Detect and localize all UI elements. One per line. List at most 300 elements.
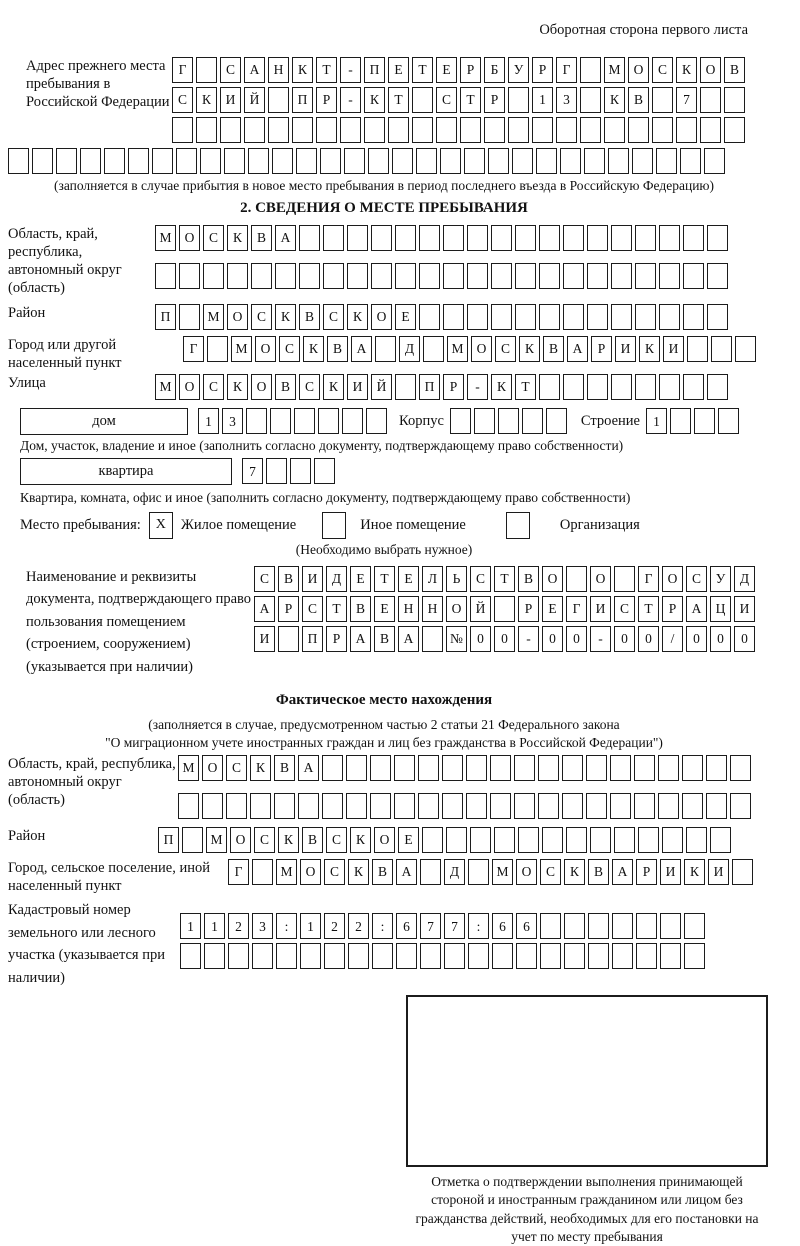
grid-cell[interactable]: У	[710, 566, 731, 592]
grid-cell[interactable]	[611, 374, 632, 400]
grid-cell[interactable]	[584, 148, 605, 174]
grid-cell[interactable]: С	[302, 596, 323, 622]
grid-cell[interactable]	[196, 57, 217, 83]
grid-cell[interactable]	[395, 374, 416, 400]
grid-cell[interactable]	[724, 87, 745, 113]
grid-cell[interactable]	[512, 148, 533, 174]
grid-cell[interactable]: В	[251, 225, 272, 251]
residence-checkbox-zhiloe[interactable]: X	[149, 512, 173, 539]
grid-cell[interactable]: 2	[324, 913, 345, 939]
grid-cell[interactable]: М	[447, 336, 468, 362]
grid-cell[interactable]	[420, 943, 441, 969]
grid-cell[interactable]: А	[350, 626, 371, 652]
grid-cell[interactable]	[418, 793, 439, 819]
grid-cell[interactable]	[466, 755, 487, 781]
grid-cell[interactable]	[662, 827, 683, 853]
grid-cell[interactable]	[204, 943, 225, 969]
grid-cell[interactable]: И	[734, 596, 755, 622]
grid-cell[interactable]	[539, 374, 560, 400]
grid-cell[interactable]: 0	[542, 626, 563, 652]
grid-cell[interactable]	[652, 117, 673, 143]
grid-cell[interactable]	[419, 304, 440, 330]
grid-cell[interactable]	[8, 148, 29, 174]
grid-cell[interactable]: 3	[556, 87, 577, 113]
grid-cell[interactable]	[320, 148, 341, 174]
grid-cell[interactable]	[564, 913, 585, 939]
grid-cell[interactable]	[322, 793, 343, 819]
grid-cell[interactable]: В	[274, 755, 295, 781]
grid-cell[interactable]: Т	[374, 566, 395, 592]
grid-cell[interactable]	[718, 408, 739, 434]
grid-cell[interactable]	[488, 148, 509, 174]
grid-cell[interactable]	[346, 793, 367, 819]
grid-cell[interactable]	[423, 336, 444, 362]
grid-cell[interactable]	[371, 263, 392, 289]
grid-cell[interactable]	[518, 827, 539, 853]
grid-cell[interactable]	[587, 225, 608, 251]
grid-cell[interactable]	[416, 148, 437, 174]
grid-cell[interactable]: Т	[638, 596, 659, 622]
grid-cell[interactable]: С	[323, 304, 344, 330]
grid-cell[interactable]	[490, 793, 511, 819]
grid-cell[interactable]	[659, 263, 680, 289]
grid-cell[interactable]: О	[227, 304, 248, 330]
grid-cell[interactable]	[670, 408, 691, 434]
grid-cell[interactable]	[179, 304, 200, 330]
grid-cell[interactable]	[614, 566, 635, 592]
grid-cell[interactable]: 1	[180, 913, 201, 939]
grid-cell[interactable]	[300, 943, 321, 969]
grid-cell[interactable]	[290, 458, 311, 484]
grid-cell[interactable]	[700, 117, 721, 143]
grid-cell[interactable]: 0	[710, 626, 731, 652]
grid-cell[interactable]	[632, 148, 653, 174]
grid-cell[interactable]	[707, 304, 728, 330]
grid-cell[interactable]	[275, 263, 296, 289]
grid-cell[interactable]: А	[351, 336, 372, 362]
grid-cell[interactable]: 0	[614, 626, 635, 652]
grid-cell[interactable]: 2	[348, 913, 369, 939]
grid-cell[interactable]: Т	[460, 87, 481, 113]
grid-cell[interactable]: К	[278, 827, 299, 853]
grid-cell[interactable]: Д	[444, 859, 465, 885]
grid-cell[interactable]: И	[347, 374, 368, 400]
grid-cell[interactable]	[32, 148, 53, 174]
grid-cell[interactable]	[420, 859, 441, 885]
grid-cell[interactable]	[659, 225, 680, 251]
grid-cell[interactable]: 6	[492, 913, 513, 939]
grid-cell[interactable]: А	[686, 596, 707, 622]
grid-cell[interactable]	[442, 755, 463, 781]
grid-cell[interactable]	[539, 225, 560, 251]
grid-cell[interactable]	[276, 943, 297, 969]
grid-cell[interactable]	[532, 117, 553, 143]
grid-cell[interactable]	[580, 57, 601, 83]
grid-cell[interactable]	[244, 117, 265, 143]
grid-cell[interactable]	[680, 148, 701, 174]
grid-cell[interactable]: 7	[420, 913, 441, 939]
grid-cell[interactable]: В	[588, 859, 609, 885]
grid-cell[interactable]: Т	[316, 57, 337, 83]
grid-cell[interactable]	[467, 304, 488, 330]
grid-cell[interactable]: К	[519, 336, 540, 362]
grid-cell[interactable]	[412, 87, 433, 113]
grid-cell[interactable]	[224, 148, 245, 174]
grid-cell[interactable]: С	[470, 566, 491, 592]
grid-cell[interactable]: К	[639, 336, 660, 362]
grid-cell[interactable]	[364, 117, 385, 143]
grid-cell[interactable]: М	[604, 57, 625, 83]
grid-cell[interactable]	[556, 117, 577, 143]
grid-cell[interactable]	[522, 408, 543, 434]
grid-cell[interactable]: 3	[222, 408, 243, 434]
grid-cell[interactable]	[468, 859, 489, 885]
grid-cell[interactable]: 1	[300, 913, 321, 939]
grid-cell[interactable]	[484, 117, 505, 143]
grid-cell[interactable]	[540, 913, 561, 939]
grid-cell[interactable]: 1	[204, 913, 225, 939]
grid-cell[interactable]	[176, 148, 197, 174]
grid-cell[interactable]	[612, 913, 633, 939]
grid-cell[interactable]	[470, 827, 491, 853]
grid-cell[interactable]	[250, 793, 271, 819]
grid-cell[interactable]: С	[226, 755, 247, 781]
grid-cell[interactable]: И	[302, 566, 323, 592]
grid-cell[interactable]: С	[299, 374, 320, 400]
grid-cell[interactable]	[707, 374, 728, 400]
grid-cell[interactable]	[707, 263, 728, 289]
grid-cell[interactable]	[635, 304, 656, 330]
grid-cell[interactable]	[563, 225, 584, 251]
grid-cell[interactable]	[467, 263, 488, 289]
grid-cell[interactable]: Д	[734, 566, 755, 592]
grid-cell[interactable]: П	[158, 827, 179, 853]
grid-cell[interactable]	[540, 943, 561, 969]
grid-cell[interactable]: С	[203, 225, 224, 251]
grid-cell[interactable]: И	[220, 87, 241, 113]
grid-cell[interactable]: Р	[316, 87, 337, 113]
grid-cell[interactable]	[635, 263, 656, 289]
grid-cell[interactable]	[220, 117, 241, 143]
grid-cell[interactable]	[490, 755, 511, 781]
grid-cell[interactable]	[368, 148, 389, 174]
grid-cell[interactable]	[539, 304, 560, 330]
grid-cell[interactable]	[652, 87, 673, 113]
grid-cell[interactable]	[611, 304, 632, 330]
grid-cell[interactable]	[538, 793, 559, 819]
grid-cell[interactable]: /	[662, 626, 683, 652]
grid-cell[interactable]: К	[347, 304, 368, 330]
grid-cell[interactable]	[323, 225, 344, 251]
grid-cell[interactable]: Е	[388, 57, 409, 83]
grid-cell[interactable]	[268, 87, 289, 113]
grid-cell[interactable]	[730, 793, 751, 819]
grid-cell[interactable]	[375, 336, 396, 362]
grid-cell[interactable]	[200, 148, 221, 174]
grid-cell[interactable]	[636, 943, 657, 969]
grid-cell[interactable]	[515, 304, 536, 330]
grid-cell[interactable]	[735, 336, 756, 362]
grid-cell[interactable]: К	[275, 304, 296, 330]
grid-cell[interactable]: А	[398, 626, 419, 652]
grid-cell[interactable]: О	[516, 859, 537, 885]
grid-cell[interactable]: О	[662, 566, 683, 592]
grid-cell[interactable]	[492, 943, 513, 969]
grid-cell[interactable]: В	[374, 626, 395, 652]
grid-cell[interactable]	[491, 263, 512, 289]
grid-cell[interactable]: К	[491, 374, 512, 400]
grid-cell[interactable]: О	[371, 304, 392, 330]
grid-cell[interactable]: О	[179, 225, 200, 251]
grid-cell[interactable]	[508, 87, 529, 113]
grid-cell[interactable]	[347, 263, 368, 289]
grid-cell[interactable]: А	[612, 859, 633, 885]
grid-cell[interactable]	[323, 263, 344, 289]
grid-cell[interactable]	[491, 304, 512, 330]
grid-cell[interactable]: П	[419, 374, 440, 400]
grid-cell[interactable]	[443, 263, 464, 289]
grid-cell[interactable]: Ц	[710, 596, 731, 622]
grid-cell[interactable]: Р	[518, 596, 539, 622]
grid-cell[interactable]: Р	[591, 336, 612, 362]
grid-cell[interactable]	[347, 225, 368, 251]
grid-cell[interactable]	[474, 408, 495, 434]
grid-cell[interactable]	[450, 408, 471, 434]
grid-cell[interactable]: О	[542, 566, 563, 592]
grid-cell[interactable]	[563, 374, 584, 400]
grid-cell[interactable]: Г	[172, 57, 193, 83]
grid-cell[interactable]	[266, 458, 287, 484]
grid-cell[interactable]	[562, 755, 583, 781]
grid-cell[interactable]: И	[615, 336, 636, 362]
grid-cell[interactable]: Т	[326, 596, 347, 622]
grid-cell[interactable]: К	[684, 859, 705, 885]
grid-cell[interactable]: 3	[252, 913, 273, 939]
grid-cell[interactable]: Л	[422, 566, 443, 592]
grid-cell[interactable]: А	[244, 57, 265, 83]
grid-cell[interactable]: 6	[396, 913, 417, 939]
grid-cell[interactable]: Г	[228, 859, 249, 885]
grid-cell[interactable]: Н	[268, 57, 289, 83]
grid-cell[interactable]: Р	[484, 87, 505, 113]
grid-cell[interactable]	[418, 755, 439, 781]
grid-cell[interactable]: О	[471, 336, 492, 362]
grid-cell[interactable]	[440, 148, 461, 174]
grid-cell[interactable]	[294, 408, 315, 434]
grid-cell[interactable]	[299, 225, 320, 251]
grid-cell[interactable]	[443, 304, 464, 330]
grid-cell[interactable]: П	[364, 57, 385, 83]
grid-cell[interactable]	[542, 827, 563, 853]
grid-cell[interactable]	[292, 117, 313, 143]
grid-cell[interactable]	[682, 755, 703, 781]
grid-cell[interactable]: С	[324, 859, 345, 885]
grid-cell[interactable]	[228, 943, 249, 969]
grid-cell[interactable]	[608, 148, 629, 174]
grid-cell[interactable]	[587, 263, 608, 289]
grid-cell[interactable]: 1	[198, 408, 219, 434]
grid-cell[interactable]	[346, 755, 367, 781]
grid-cell[interactable]: И	[663, 336, 684, 362]
grid-cell[interactable]	[274, 793, 295, 819]
grid-cell[interactable]: О	[251, 374, 272, 400]
grid-cell[interactable]	[587, 374, 608, 400]
grid-cell[interactable]: О	[590, 566, 611, 592]
grid-cell[interactable]	[634, 755, 655, 781]
grid-cell[interactable]	[318, 408, 339, 434]
grid-cell[interactable]	[590, 827, 611, 853]
grid-cell[interactable]	[611, 263, 632, 289]
grid-cell[interactable]	[660, 913, 681, 939]
grid-cell[interactable]	[638, 827, 659, 853]
grid-cell[interactable]: П	[155, 304, 176, 330]
grid-cell[interactable]: Р	[662, 596, 683, 622]
grid-cell[interactable]: Н	[398, 596, 419, 622]
grid-cell[interactable]	[296, 148, 317, 174]
grid-cell[interactable]: Д	[399, 336, 420, 362]
grid-cell[interactable]: 7	[676, 87, 697, 113]
grid-cell[interactable]: -	[590, 626, 611, 652]
grid-cell[interactable]: А	[298, 755, 319, 781]
residence-checkbox-org[interactable]	[506, 512, 530, 539]
grid-cell[interactable]: О	[374, 827, 395, 853]
grid-cell[interactable]	[635, 225, 656, 251]
grid-cell[interactable]: 7	[444, 913, 465, 939]
grid-cell[interactable]	[614, 827, 635, 853]
grid-cell[interactable]: №	[446, 626, 467, 652]
grid-cell[interactable]: К	[676, 57, 697, 83]
grid-cell[interactable]	[539, 263, 560, 289]
grid-cell[interactable]	[515, 225, 536, 251]
grid-cell[interactable]	[659, 304, 680, 330]
grid-cell[interactable]	[706, 793, 727, 819]
grid-cell[interactable]	[422, 827, 443, 853]
grid-cell[interactable]	[344, 148, 365, 174]
grid-cell[interactable]	[299, 263, 320, 289]
grid-cell[interactable]	[656, 148, 677, 174]
grid-cell[interactable]	[444, 943, 465, 969]
grid-cell[interactable]	[610, 793, 631, 819]
grid-cell[interactable]	[388, 117, 409, 143]
grid-cell[interactable]: 0	[734, 626, 755, 652]
grid-cell[interactable]: О	[700, 57, 721, 83]
grid-cell[interactable]	[196, 117, 217, 143]
grid-cell[interactable]: С	[614, 596, 635, 622]
grid-cell[interactable]: 6	[516, 913, 537, 939]
grid-cell[interactable]	[687, 336, 708, 362]
grid-cell[interactable]: Г	[556, 57, 577, 83]
grid-cell[interactable]: Р	[636, 859, 657, 885]
grid-cell[interactable]	[460, 117, 481, 143]
grid-cell[interactable]	[392, 148, 413, 174]
grid-cell[interactable]: В	[628, 87, 649, 113]
grid-cell[interactable]	[104, 148, 125, 174]
grid-cell[interactable]: К	[348, 859, 369, 885]
grid-cell[interactable]: И	[660, 859, 681, 885]
grid-cell[interactable]: И	[708, 859, 729, 885]
grid-cell[interactable]: -	[340, 87, 361, 113]
grid-cell[interactable]: -	[467, 374, 488, 400]
grid-cell[interactable]: Е	[436, 57, 457, 83]
grid-cell[interactable]: Ь	[446, 566, 467, 592]
grid-cell[interactable]	[612, 943, 633, 969]
grid-cell[interactable]: А	[396, 859, 417, 885]
grid-cell[interactable]: Й	[371, 374, 392, 400]
grid-cell[interactable]	[536, 148, 557, 174]
grid-cell[interactable]: М	[203, 304, 224, 330]
grid-cell[interactable]: К	[604, 87, 625, 113]
grid-cell[interactable]: В	[327, 336, 348, 362]
grid-cell[interactable]: Р	[326, 626, 347, 652]
residence-checkbox-inoe[interactable]	[322, 512, 346, 539]
grid-cell[interactable]: С	[686, 566, 707, 592]
grid-cell[interactable]	[580, 87, 601, 113]
grid-cell[interactable]: 1	[646, 408, 667, 434]
grid-cell[interactable]: К	[364, 87, 385, 113]
grid-cell[interactable]	[684, 943, 705, 969]
grid-cell[interactable]	[396, 943, 417, 969]
grid-cell[interactable]: Р	[532, 57, 553, 83]
grid-cell[interactable]: Г	[638, 566, 659, 592]
grid-cell[interactable]	[80, 148, 101, 174]
grid-cell[interactable]: Е	[398, 827, 419, 853]
grid-cell[interactable]: -	[340, 57, 361, 83]
grid-cell[interactable]: С	[220, 57, 241, 83]
grid-cell[interactable]: Е	[395, 304, 416, 330]
grid-cell[interactable]	[494, 827, 515, 853]
grid-cell[interactable]: М	[276, 859, 297, 885]
grid-cell[interactable]	[252, 859, 273, 885]
grid-cell[interactable]: :	[276, 913, 297, 939]
grid-cell[interactable]: И	[590, 596, 611, 622]
grid-cell[interactable]: 0	[686, 626, 707, 652]
grid-cell[interactable]	[252, 943, 273, 969]
grid-cell[interactable]: М	[206, 827, 227, 853]
grid-cell[interactable]: Г	[566, 596, 587, 622]
grid-cell[interactable]	[464, 148, 485, 174]
grid-cell[interactable]	[587, 304, 608, 330]
grid-cell[interactable]: Р	[278, 596, 299, 622]
grid-cell[interactable]	[566, 566, 587, 592]
grid-cell[interactable]: К	[196, 87, 217, 113]
grid-cell[interactable]: В	[350, 596, 371, 622]
grid-cell[interactable]	[278, 626, 299, 652]
grid-cell[interactable]	[562, 793, 583, 819]
grid-cell[interactable]	[694, 408, 715, 434]
grid-cell[interactable]	[322, 755, 343, 781]
grid-cell[interactable]	[348, 943, 369, 969]
grid-cell[interactable]: К	[303, 336, 324, 362]
grid-cell[interactable]	[155, 263, 176, 289]
grid-cell[interactable]: П	[302, 626, 323, 652]
grid-cell[interactable]: С	[436, 87, 457, 113]
grid-cell[interactable]	[580, 117, 601, 143]
grid-cell[interactable]	[370, 755, 391, 781]
grid-cell[interactable]: -	[518, 626, 539, 652]
grid-cell[interactable]: Т	[412, 57, 433, 83]
grid-cell[interactable]	[660, 943, 681, 969]
grid-cell[interactable]: У	[508, 57, 529, 83]
grid-cell[interactable]	[467, 225, 488, 251]
grid-cell[interactable]	[658, 755, 679, 781]
grid-cell[interactable]	[314, 458, 335, 484]
grid-cell[interactable]	[202, 793, 223, 819]
grid-cell[interactable]	[604, 117, 625, 143]
house-type-box[interactable]: дом	[20, 408, 188, 435]
grid-cell[interactable]	[560, 148, 581, 174]
grid-cell[interactable]: С	[326, 827, 347, 853]
grid-cell[interactable]: Т	[494, 566, 515, 592]
